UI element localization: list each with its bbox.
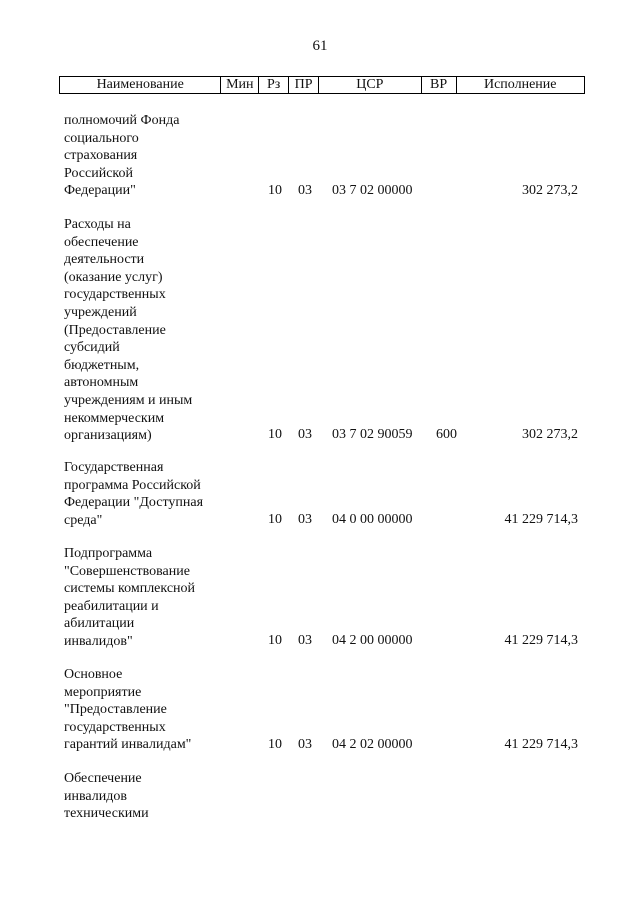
header-csr: ЦСР [319, 77, 422, 93]
row-pr: 03 [298, 183, 312, 198]
table-header [59, 76, 585, 94]
row-csr: 03 7 02 90059 [332, 427, 413, 442]
row-csr: 04 2 00 00000 [332, 633, 413, 648]
header-execution: Исполнение [483, 77, 557, 92]
row-csr: 04 0 00 00000 [332, 512, 413, 527]
row-vr: 600 [436, 427, 457, 442]
row-name: Обеспечение инвалидов техническими [64, 771, 149, 822]
header-rz: Рз [259, 77, 289, 93]
row-execution: 41 229 714,3 [504, 737, 578, 752]
row-rz: 10 [268, 512, 282, 527]
page-number: 61 [312, 38, 328, 54]
header-name: Наименование [60, 77, 221, 93]
row-csr: 03 7 02 00000 [332, 183, 413, 198]
header-min: Мин [221, 77, 259, 93]
row-pr: 03 [298, 737, 312, 752]
row-csr: 04 2 02 00000 [332, 737, 413, 752]
row-name: Подпрограмма "Совершенствование системы комплексной реабилитации и абилитации инвалидов" [64, 546, 196, 649]
header-pr: ПР [289, 77, 319, 93]
row-rz: 10 [268, 183, 282, 198]
row-name: Расходы на обеспечение деятельности (оказание услуг) государственных учреждений (Предоставление субсидий бюджетным, автономным учреждениям и иным некоммерческим организациям) [64, 217, 193, 444]
row-pr: 03 [298, 427, 312, 442]
row-pr: 03 [298, 512, 312, 527]
row-pr: 03 [298, 633, 312, 648]
row-rz: 10 [268, 633, 282, 648]
row-name: Основное мероприятие "Предоставление государственных гарантий инвалидам" [64, 667, 192, 753]
row-name: Государственная программа Российской Федерации "Доступная среда" [64, 460, 204, 528]
row-rz: 10 [268, 737, 282, 752]
header-vr: ВР [422, 77, 457, 93]
row-execution: 41 229 714,3 [504, 512, 578, 527]
row-execution: 302 273,2 [522, 427, 578, 442]
row-name: полномочий Фонда социального страхования Российской Федерации" [64, 113, 180, 199]
row-execution: 302 273,2 [522, 183, 578, 198]
row-rz: 10 [268, 427, 282, 442]
row-execution: 41 229 714,3 [504, 633, 578, 648]
